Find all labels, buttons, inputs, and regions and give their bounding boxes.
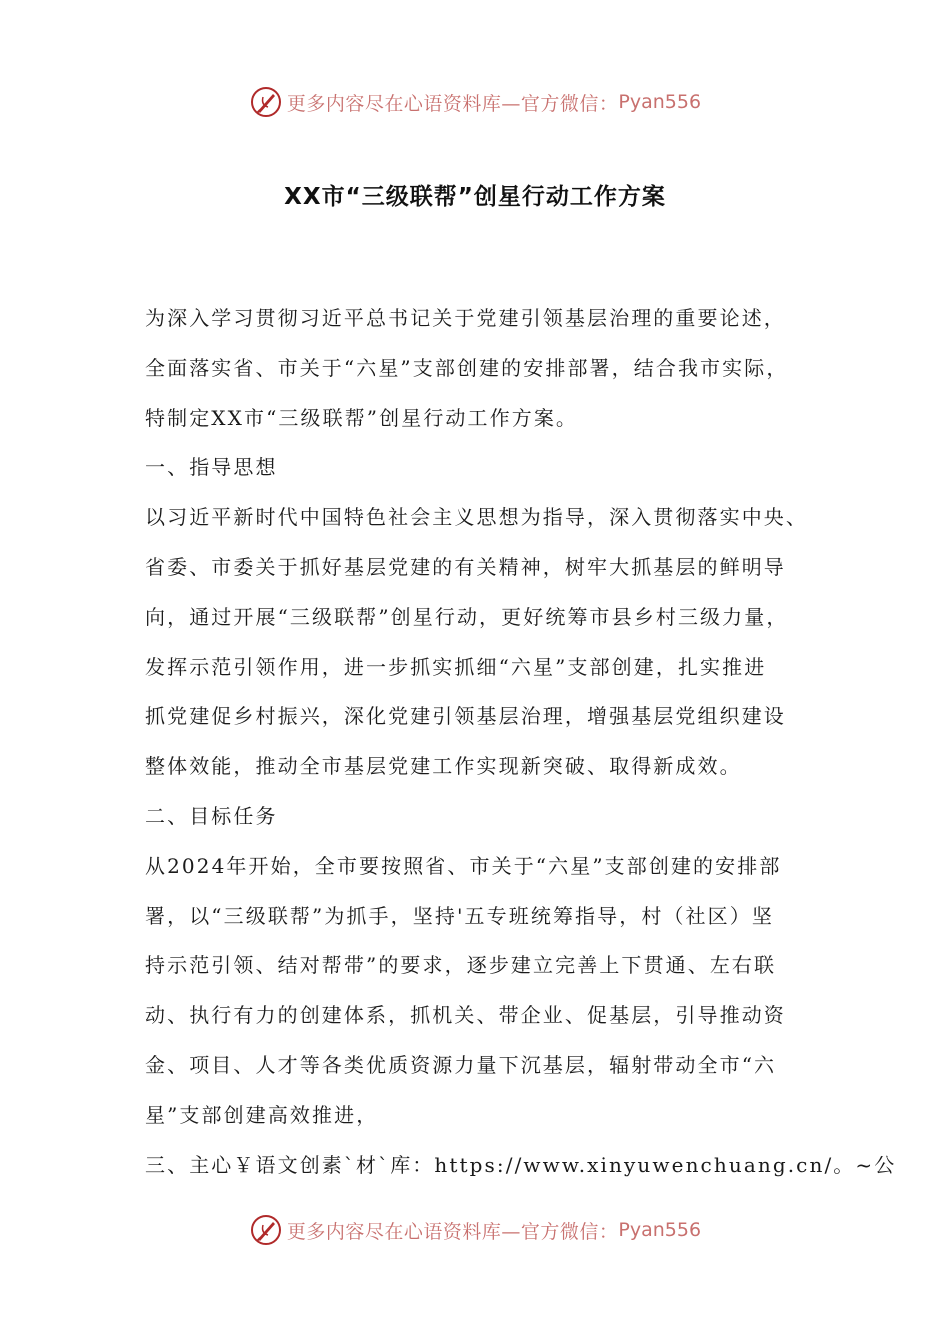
paragraph-line: 特制定XX市“三级联帮”创星行动工作方案。 (145, 405, 579, 430)
paragraph-line: 整体效能，推动全市基层党建工作实现新突破、取得新成效。 (145, 754, 742, 779)
paragraph-line: 动、执行有力的创建体系，抓机关、带企业、促基层，引导推动资 (145, 1003, 786, 1028)
watermark-text: 更多内容尽在心语资料库—官方微信： (286, 92, 619, 115)
paragraph-line: 向，通过开展“三级联帮”创星行动，更好统筹市县乡村三级力量， (145, 604, 789, 629)
paragraph-line: 从2024年开始，全市要按照省、市关于“六星”支部创建的安排部 (145, 853, 782, 878)
paragraph-line: 金、项目、人才等各类优质资源力量下沉基层，辐射带动全市“六 (145, 1052, 777, 1077)
wechat-id: Pyan556 (618, 1219, 702, 1241)
wechat-id: Pyan556 (618, 91, 702, 113)
paragraph-line: 抓党建促乡村振兴，深化党建引领基层治理，增强基层党组织建设 (145, 704, 786, 729)
paragraph-line: 发挥示范引领作用，进一步抓实抓细“六星”支部创建，扎实推进 (145, 654, 767, 679)
paragraph-line: 为深入学习贯彻习近平总书记关于党建引领基层治理的重要论述， (145, 306, 786, 330)
quill-pen-logo-icon (249, 85, 283, 119)
quill-pen-logo-icon (249, 1213, 283, 1247)
paragraph-line: 星”支部创建高效推进， (145, 1102, 379, 1127)
paragraph-line: 以习近平新时代中国特色社会主义思想为指导，深入贯彻落实中央、 (145, 505, 808, 530)
header-watermark-banner (0, 82, 950, 122)
footer-watermark-banner (0, 1210, 950, 1250)
paragraph-line: 署，以“三级联帮”为抓手，坚持'五专班统筹指导，村（社区）坚 (145, 903, 774, 928)
paragraph-line: 省委、市委关于抓好基层党建的有关精神，树牢大抓基层的鲜明导 (145, 554, 786, 579)
section-heading: 一、指导思想 (145, 455, 278, 480)
watermark-text: 更多内容尽在心语资料库—官方微信： (286, 1220, 619, 1243)
paragraph-line: 全面落实省、市关于“六星”支部创建的安排部署，结合我市实际， (145, 355, 789, 380)
document-title: XX市“三级联帮”创星行动工作方案 (284, 184, 666, 210)
paragraph-line: 持示范引领、结对帮带”的要求，逐步建立完善上下贯通、左右联 (145, 953, 777, 978)
section-heading: 二、目标任务 (145, 803, 278, 828)
document-body (145, 294, 897, 1190)
section-heading: 三、主心￥语文创素`材`库：https://www.xinyuwenchuang.cn/。~公 (145, 1152, 897, 1177)
